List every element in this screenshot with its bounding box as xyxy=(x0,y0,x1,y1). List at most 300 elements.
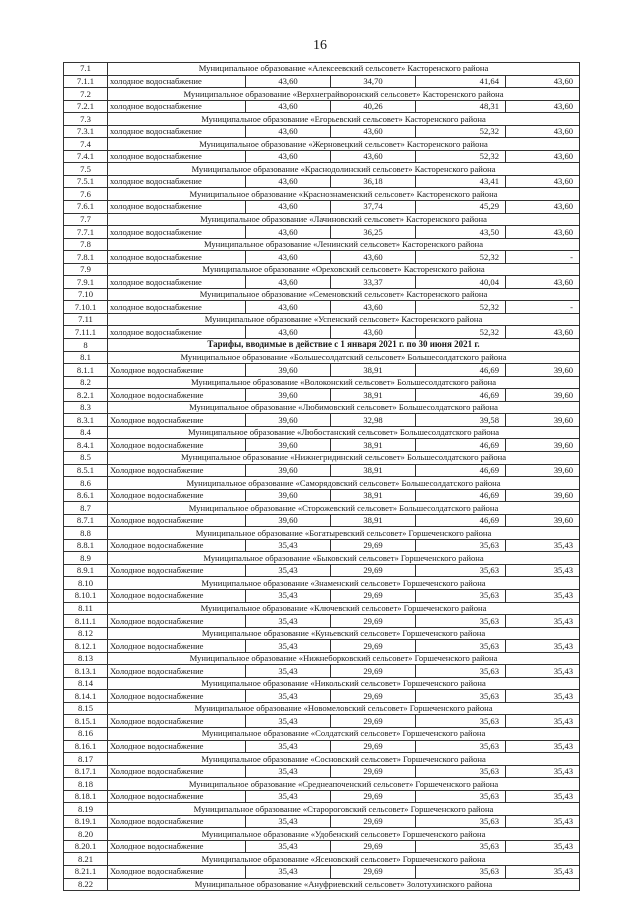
tariff-value-3: 46,69 xyxy=(416,489,506,502)
tariff-value-4: 43,60 xyxy=(506,150,580,163)
row-number: 7.5.1 xyxy=(64,175,108,188)
page-number: 16 xyxy=(313,38,327,53)
tariff-value-3: 35,63 xyxy=(416,740,506,753)
tariff-value-2: 33,37 xyxy=(331,276,416,289)
tariff-value-4: 35,43 xyxy=(506,615,580,628)
municipality-title: Муниципальное образование «Сторожевский сельсовет» Большесолдатского района xyxy=(108,502,580,515)
tariff-value-3: 45,29 xyxy=(416,201,506,214)
tariff-value-2: 38,91 xyxy=(331,439,416,452)
municipality-title: Муниципальное образование «Краснознаменский сельсовет» Касторенского района xyxy=(108,188,580,201)
tariff-value-4: 35,43 xyxy=(506,640,580,653)
tariff-row xyxy=(64,464,580,477)
tariff-row xyxy=(64,740,580,753)
tariff-value-2: 36,25 xyxy=(331,226,416,239)
tariff-value-4: 39,60 xyxy=(506,414,580,427)
tariff-value-1: 43,60 xyxy=(246,125,331,138)
row-number: 8.4.1 xyxy=(64,439,108,452)
row-number: 8.6 xyxy=(64,477,108,490)
tariff-value-1: 39,60 xyxy=(246,514,331,527)
tariff-row xyxy=(64,815,580,828)
municipality-title: Муниципальное образование «Алексеевский сельсовет» Касторенского района xyxy=(108,63,580,76)
tariff-value-3: 35,63 xyxy=(416,615,506,628)
row-number: 7.3 xyxy=(64,113,108,126)
tariff-value-1: 39,60 xyxy=(246,364,331,377)
tariff-value-2: 43,60 xyxy=(331,251,416,264)
row-number: 8.15.1 xyxy=(64,715,108,728)
tariff-value-2: 40,26 xyxy=(331,100,416,113)
row-number: 7.8.1 xyxy=(64,251,108,264)
municipality-row xyxy=(64,88,580,101)
tariff-value-3: 39,58 xyxy=(416,414,506,427)
row-number: 8.16.1 xyxy=(64,740,108,753)
row-number: 8.14 xyxy=(64,677,108,690)
tariff-value-1: 35,43 xyxy=(246,815,331,828)
row-number: 8.15 xyxy=(64,702,108,715)
tariff-value-3: 35,63 xyxy=(416,690,506,703)
municipality-row xyxy=(64,213,580,226)
tariff-value-4: 43,60 xyxy=(506,75,580,88)
tariff-value-4: 35,43 xyxy=(506,564,580,577)
tariff-value-1: 43,60 xyxy=(246,326,331,339)
tariff-row xyxy=(64,364,580,377)
tariff-value-1: 35,43 xyxy=(246,765,331,778)
tariff-value-3: 35,63 xyxy=(416,589,506,602)
row-number: 8.9 xyxy=(64,552,108,565)
municipality-row xyxy=(64,803,580,816)
municipality-title: Муниципальное образование «Саморядовский сельсовет» Большесолдатского района xyxy=(108,477,580,490)
tariff-value-3: 35,63 xyxy=(416,640,506,653)
service-name: Холодное водоснабжение xyxy=(108,489,246,502)
municipality-title: Муниципальное образование «Быковский сельсовет» Горшеченского района xyxy=(108,552,580,565)
row-number: 7.6 xyxy=(64,188,108,201)
service-name: холодное водоснабжение xyxy=(108,301,246,314)
tariff-value-1: 43,60 xyxy=(246,301,331,314)
tariff-row xyxy=(64,866,580,879)
row-number: 8.5.1 xyxy=(64,464,108,477)
municipality-title: Муниципальное образование «Верхнеграйворонский сельсовет» Касторенского района xyxy=(108,88,580,101)
tariff-value-4: 35,43 xyxy=(506,765,580,778)
tariff-value-1: 35,43 xyxy=(246,740,331,753)
row-number: 8.10.1 xyxy=(64,589,108,602)
service-name: холодное водоснабжение xyxy=(108,226,246,239)
tariff-value-3: 35,63 xyxy=(416,715,506,728)
tariff-row xyxy=(64,840,580,853)
tariff-value-3: 46,69 xyxy=(416,439,506,452)
row-number: 8.9.1 xyxy=(64,564,108,577)
municipality-row xyxy=(64,753,580,766)
tariff-value-2: 32,98 xyxy=(331,414,416,427)
tariff-value-2: 29,69 xyxy=(331,740,416,753)
tariff-value-3: 35,63 xyxy=(416,665,506,678)
tariff-row xyxy=(64,640,580,653)
tariff-value-2: 29,69 xyxy=(331,715,416,728)
municipality-title: Муниципальное образование «Ключевский сельсовет» Горшеченского района xyxy=(108,602,580,615)
tariff-value-3: 46,69 xyxy=(416,514,506,527)
municipality-title: Муниципальное образование «Знаменский сельсовет» Горшеченского района xyxy=(108,577,580,590)
municipality-row xyxy=(64,677,580,690)
row-number: 7.5 xyxy=(64,163,108,176)
tariff-value-1: 35,43 xyxy=(246,790,331,803)
tariff-value-3: 48,31 xyxy=(416,100,506,113)
service-name: холодное водоснабжение xyxy=(108,100,246,113)
tariff-value-4: 35,43 xyxy=(506,740,580,753)
municipality-row xyxy=(64,702,580,715)
row-number: 8.22 xyxy=(64,878,108,891)
tariff-value-2: 29,69 xyxy=(331,665,416,678)
tariff-value-2: 29,69 xyxy=(331,589,416,602)
service-name: Холодное водоснабжение xyxy=(108,765,246,778)
tariff-value-1: 43,60 xyxy=(246,100,331,113)
row-number: 7.6.1 xyxy=(64,201,108,214)
service-name: Холодное водоснабжение xyxy=(108,414,246,427)
tariff-value-2: 36,18 xyxy=(331,175,416,188)
tariff-row xyxy=(64,589,580,602)
tariff-value-2: 43,60 xyxy=(331,125,416,138)
tariff-value-1: 43,60 xyxy=(246,201,331,214)
tariff-value-4: 35,43 xyxy=(506,790,580,803)
municipality-row xyxy=(64,477,580,490)
row-number: 8.1 xyxy=(64,351,108,364)
tariff-value-3: 35,63 xyxy=(416,866,506,879)
tariff-value-2: 29,69 xyxy=(331,615,416,628)
row-number: 8.7 xyxy=(64,502,108,515)
service-name: холодное водоснабжение xyxy=(108,251,246,264)
tariff-value-4: 43,60 xyxy=(506,326,580,339)
row-number: 8.11 xyxy=(64,602,108,615)
service-name: Холодное водоснабжение xyxy=(108,364,246,377)
service-name: Холодное водоснабжение xyxy=(108,589,246,602)
municipality-title: Муниципальное образование «Большесолдатский сельсовет» Большесолдатского района xyxy=(108,351,580,364)
row-number: 8.5 xyxy=(64,451,108,464)
tariff-value-1: 35,43 xyxy=(246,564,331,577)
service-name: Холодное водоснабжение xyxy=(108,640,246,653)
row-number: 7.7.1 xyxy=(64,226,108,239)
municipality-row xyxy=(64,778,580,791)
tariff-row xyxy=(64,615,580,628)
municipality-row xyxy=(64,313,580,326)
tariff-value-2: 29,69 xyxy=(331,564,416,577)
tariff-value-1: 35,43 xyxy=(246,665,331,678)
service-name: Холодное водоснабжение xyxy=(108,439,246,452)
municipality-title: Муниципальное образование «Нижнегридинский сельсовет» Большесолдатского района xyxy=(108,451,580,464)
row-number: 8.2 xyxy=(64,376,108,389)
tariff-value-1: 35,43 xyxy=(246,589,331,602)
municipality-title: Муниципальное образование «Успенский сельсовет» Касторенского района xyxy=(108,313,580,326)
tariff-value-4: 39,60 xyxy=(506,364,580,377)
row-number: 8.18 xyxy=(64,778,108,791)
row-number: 7.11.1 xyxy=(64,326,108,339)
tariff-row xyxy=(64,514,580,527)
tariff-row xyxy=(64,301,580,314)
service-name: Холодное водоснабжение xyxy=(108,564,246,577)
tariff-row xyxy=(64,389,580,402)
service-name: холодное водоснабжение xyxy=(108,150,246,163)
tariff-row xyxy=(64,414,580,427)
row-number: 8.10 xyxy=(64,577,108,590)
municipality-row xyxy=(64,113,580,126)
tariff-value-3: 40,04 xyxy=(416,276,506,289)
tariff-row xyxy=(64,489,580,502)
tariff-value-1: 39,60 xyxy=(246,389,331,402)
municipality-title: Муниципальное образование «Семеновский сельсовет» Касторенского района xyxy=(108,288,580,301)
tariff-row xyxy=(64,251,580,264)
municipality-title: Муниципальное образование «Краснодолинский сельсовет» Касторенского района xyxy=(108,163,580,176)
row-number: 8.7.1 xyxy=(64,514,108,527)
row-number: 8 xyxy=(64,339,108,352)
row-number: 7.2 xyxy=(64,88,108,101)
tariff-row xyxy=(64,125,580,138)
tariff-value-1: 35,43 xyxy=(246,690,331,703)
tariff-value-4: - xyxy=(506,251,580,264)
row-number: 8.19.1 xyxy=(64,815,108,828)
tariff-value-1: 43,60 xyxy=(246,251,331,264)
tariff-value-4: 35,43 xyxy=(506,539,580,552)
row-number: 8.12.1 xyxy=(64,640,108,653)
tariff-value-2: 29,69 xyxy=(331,815,416,828)
tariff-value-4: 39,60 xyxy=(506,389,580,402)
municipality-title: Муниципальное образование «Никольский сельсовет» Горшеченского района xyxy=(108,677,580,690)
row-number: 7.8 xyxy=(64,238,108,251)
service-name: Холодное водоснабжение xyxy=(108,539,246,552)
municipality-row xyxy=(64,727,580,740)
tariff-value-2: 34,70 xyxy=(331,75,416,88)
municipality-title: Муниципальное образование «Нижнеборковский сельсовет» Горшеченского района xyxy=(108,652,580,665)
row-number: 7.11 xyxy=(64,313,108,326)
tariff-value-1: 43,60 xyxy=(246,75,331,88)
tariff-value-2: 38,91 xyxy=(331,489,416,502)
tariff-value-4: 35,43 xyxy=(506,589,580,602)
row-number: 8.19 xyxy=(64,803,108,816)
tariff-value-3: 46,69 xyxy=(416,364,506,377)
row-number: 7.4 xyxy=(64,138,108,151)
tariff-row xyxy=(64,539,580,552)
row-number: 8.20 xyxy=(64,828,108,841)
tariff-value-2: 43,60 xyxy=(331,301,416,314)
service-name: Холодное водоснабжение xyxy=(108,514,246,527)
municipality-title: Муниципальное образование «Волоконский сельсовет» Большесолдатского района xyxy=(108,376,580,389)
service-name: Холодное водоснабжение xyxy=(108,464,246,477)
tariff-value-4: 39,60 xyxy=(506,439,580,452)
row-number: 8.8 xyxy=(64,527,108,540)
tariff-value-1: 43,60 xyxy=(246,175,331,188)
municipality-row xyxy=(64,263,580,276)
tariff-value-3: 41,64 xyxy=(416,75,506,88)
tariff-value-4: 35,43 xyxy=(506,690,580,703)
row-number: 8.16 xyxy=(64,727,108,740)
tariff-value-4: - xyxy=(506,301,580,314)
tariff-value-1: 39,60 xyxy=(246,464,331,477)
row-number: 7.2.1 xyxy=(64,100,108,113)
tariff-value-3: 35,63 xyxy=(416,539,506,552)
municipality-row xyxy=(64,502,580,515)
tariff-value-2: 43,60 xyxy=(331,150,416,163)
municipality-title: Муниципальное образование «Лачиновский сельсовет» Касторенского района xyxy=(108,213,580,226)
row-number: 8.1.1 xyxy=(64,364,108,377)
tariff-value-1: 43,60 xyxy=(246,276,331,289)
tariff-value-3: 52,32 xyxy=(416,125,506,138)
service-name: Холодное водоснабжение xyxy=(108,866,246,879)
tariff-value-2: 29,69 xyxy=(331,640,416,653)
tariff-value-2: 38,91 xyxy=(331,514,416,527)
tariff-row xyxy=(64,665,580,678)
tariff-table xyxy=(63,62,580,891)
service-name: Холодное водоснабжение xyxy=(108,715,246,728)
tariff-value-2: 43,60 xyxy=(331,326,416,339)
row-number: 8.4 xyxy=(64,426,108,439)
tariff-value-1: 35,43 xyxy=(246,539,331,552)
tariff-value-4: 35,43 xyxy=(506,665,580,678)
municipality-row xyxy=(64,853,580,866)
row-number: 8.18.1 xyxy=(64,790,108,803)
tariff-value-4: 43,60 xyxy=(506,125,580,138)
municipality-row xyxy=(64,577,580,590)
row-number: 8.8.1 xyxy=(64,539,108,552)
row-number: 7.10.1 xyxy=(64,301,108,314)
service-name: холодное водоснабжение xyxy=(108,326,246,339)
tariff-value-1: 43,60 xyxy=(246,150,331,163)
tariff-value-4: 39,60 xyxy=(506,489,580,502)
tariff-value-4: 43,60 xyxy=(506,175,580,188)
tariff-value-3: 52,32 xyxy=(416,301,506,314)
service-name: Холодное водоснабжение xyxy=(108,840,246,853)
row-number: 7.9 xyxy=(64,263,108,276)
tariff-value-2: 29,69 xyxy=(331,790,416,803)
municipality-row xyxy=(64,828,580,841)
row-number: 8.13.1 xyxy=(64,665,108,678)
tariff-table-body xyxy=(64,63,580,891)
tariff-value-1: 35,43 xyxy=(246,615,331,628)
row-number: 8.12 xyxy=(64,627,108,640)
service-name: Холодное водоснабжение xyxy=(108,389,246,402)
tariff-value-1: 39,60 xyxy=(246,439,331,452)
section-title: Тарифы, вводимые в действие с 1 января 2021 г. по 30 июня 2021 г. xyxy=(108,339,580,352)
municipality-title: Муниципальное образование «Ясеновский сельсовет» Горшеченского района xyxy=(108,853,580,866)
tariff-value-4: 35,43 xyxy=(506,866,580,879)
municipality-row xyxy=(64,238,580,251)
municipality-row xyxy=(64,552,580,565)
tariff-row xyxy=(64,564,580,577)
tariff-value-3: 52,32 xyxy=(416,326,506,339)
row-number: 8.14.1 xyxy=(64,690,108,703)
tariff-value-3: 35,63 xyxy=(416,840,506,853)
municipality-row xyxy=(64,426,580,439)
service-name: Холодное водоснабжение xyxy=(108,690,246,703)
tariff-value-1: 39,60 xyxy=(246,414,331,427)
municipality-row xyxy=(64,602,580,615)
tariff-value-4: 43,60 xyxy=(506,226,580,239)
municipality-row xyxy=(64,288,580,301)
row-number: 8.17.1 xyxy=(64,765,108,778)
tariff-value-3: 52,32 xyxy=(416,150,506,163)
service-name: холодное водоснабжение xyxy=(108,201,246,214)
tariff-row xyxy=(64,226,580,239)
municipality-title: Муниципальное образование «Старороговский сельсовет» Горшеченского района xyxy=(108,803,580,816)
tariff-value-1: 39,60 xyxy=(246,489,331,502)
tariff-value-2: 29,69 xyxy=(331,765,416,778)
municipality-title: Муниципальное образование «Ленинский сельсовет» Касторенского района xyxy=(108,238,580,251)
municipality-title: Муниципальное образование «Любимовский сельсовет» Большесолдатского района xyxy=(108,401,580,414)
tariff-row xyxy=(64,276,580,289)
tariff-value-3: 35,63 xyxy=(416,765,506,778)
tariff-row xyxy=(64,765,580,778)
municipality-row xyxy=(64,188,580,201)
tariff-value-1: 35,43 xyxy=(246,840,331,853)
tariff-row xyxy=(64,790,580,803)
municipality-row xyxy=(64,376,580,389)
tariff-value-3: 43,41 xyxy=(416,175,506,188)
tariff-row xyxy=(64,690,580,703)
municipality-title: Муниципальное образование «Егорьевский сельсовет» Касторенского района xyxy=(108,113,580,126)
tariff-value-4: 39,60 xyxy=(506,464,580,477)
service-name: Холодное водоснабжение xyxy=(108,665,246,678)
municipality-row xyxy=(64,138,580,151)
row-number: 8.21.1 xyxy=(64,866,108,879)
service-name: холодное водоснабжение xyxy=(108,276,246,289)
municipality-title: Муниципальное образование «Богатыревский сельсовет» Горшеченского района xyxy=(108,527,580,540)
municipality-title: Муниципальное образование «Жерновецкий сельсовет» Касторенского района xyxy=(108,138,580,151)
tariff-row xyxy=(64,439,580,452)
municipality-title: Муниципальное образование «Ореховский сельсовет» Касторенского района xyxy=(108,263,580,276)
tariff-row xyxy=(64,326,580,339)
row-number: 7.1 xyxy=(64,63,108,76)
row-number: 8.11.1 xyxy=(64,615,108,628)
tariff-row xyxy=(64,715,580,728)
tariff-row xyxy=(64,175,580,188)
municipality-row xyxy=(64,652,580,665)
row-number: 8.6.1 xyxy=(64,489,108,502)
tariff-value-3: 35,63 xyxy=(416,790,506,803)
municipality-title: Муниципальное образование «Новомеловский сельсовет» Горшеченского района xyxy=(108,702,580,715)
row-number: 8.17 xyxy=(64,753,108,766)
tariff-value-2: 29,69 xyxy=(331,539,416,552)
tariff-value-2: 29,69 xyxy=(331,840,416,853)
tariff-row xyxy=(64,150,580,163)
municipality-title: Муниципальное образование «Сосновский сельсовет» Горшеченского района xyxy=(108,753,580,766)
tariff-row xyxy=(64,75,580,88)
municipality-row xyxy=(64,351,580,364)
tariff-value-2: 29,69 xyxy=(331,866,416,879)
municipality-row xyxy=(64,63,580,76)
municipality-title: Муниципальное образование «Среднеапоченский сельсовет» Горшеченского района xyxy=(108,778,580,791)
tariff-value-3: 43,50 xyxy=(416,226,506,239)
row-number: 7.9.1 xyxy=(64,276,108,289)
tariff-value-3: 46,69 xyxy=(416,389,506,402)
tariff-value-1: 43,60 xyxy=(246,226,331,239)
tariff-value-2: 38,91 xyxy=(331,389,416,402)
row-number: 8.3.1 xyxy=(64,414,108,427)
municipality-row xyxy=(64,878,580,891)
service-name: холодное водоснабжение xyxy=(108,175,246,188)
municipality-row xyxy=(64,163,580,176)
tariff-value-2: 29,69 xyxy=(331,690,416,703)
tariff-value-1: 35,43 xyxy=(246,715,331,728)
service-name: Холодное водоснабжение xyxy=(108,740,246,753)
tariff-value-2: 38,91 xyxy=(331,364,416,377)
row-number: 7.4.1 xyxy=(64,150,108,163)
municipality-row xyxy=(64,401,580,414)
row-number: 8.13 xyxy=(64,652,108,665)
tariff-value-4: 35,43 xyxy=(506,815,580,828)
tariff-value-3: 52,32 xyxy=(416,251,506,264)
section-header-row xyxy=(64,339,580,352)
tariff-value-3: 46,69 xyxy=(416,464,506,477)
tariff-value-4: 39,60 xyxy=(506,514,580,527)
tariff-value-3: 35,63 xyxy=(416,815,506,828)
tariff-row xyxy=(64,100,580,113)
service-name: Холодное водоснабжение xyxy=(108,615,246,628)
tariff-row xyxy=(64,201,580,214)
tariff-value-4: 43,60 xyxy=(506,276,580,289)
